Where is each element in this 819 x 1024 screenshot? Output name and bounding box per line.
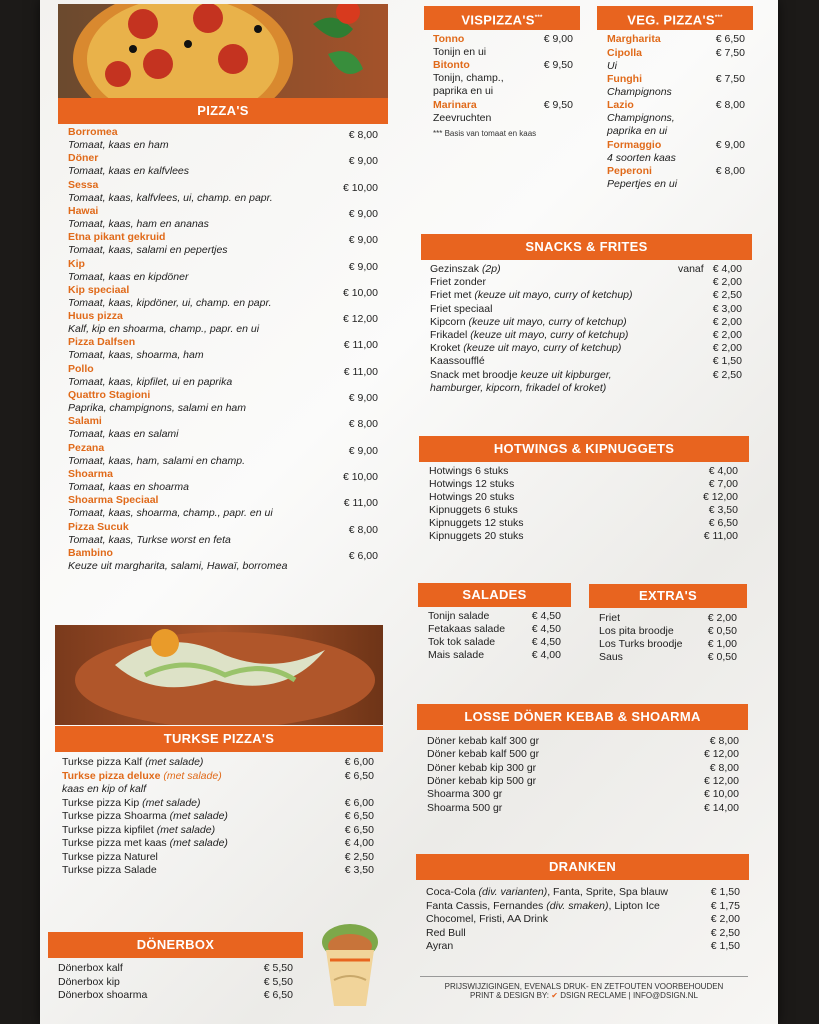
donerbox-price: € 5,50 [263,962,293,974]
vispizza-desc: Tonijn en ui [433,46,487,58]
snack-price: € 2,00 [712,329,742,341]
vispizza-header [424,6,580,30]
snack-row [430,369,742,382]
pizza-name: Shoarma Speciaal [68,494,159,507]
drink-price: € 1,75 [710,899,740,912]
doner-list [427,735,739,817]
snack-name [430,369,612,382]
extras-row [599,651,737,664]
doner-price: € 8,00 [709,735,739,747]
snack-price: € 2,00 [712,276,742,289]
vispizza-note: *** Basis van tomaat en kaas [433,129,537,138]
snack-name [430,263,501,276]
snack-name-text: Gezinszak [430,263,482,275]
extras-price: € 2,00 [707,612,737,624]
pizza-price: € 8,00 [348,129,378,141]
drink-name-a: Fanta Cassis, Fernandes [426,899,547,912]
snack-row [430,355,742,368]
extras-header: EXTRA'S [589,584,747,608]
turkse-name [62,770,222,783]
salades-row [428,610,561,623]
doner-name: Döner kebab kalf 500 gr [427,748,540,761]
drink-name-b: (div. smaken) [546,899,609,912]
turkse-name-text: Turkse pizza Shoarma [62,810,170,822]
drink-price: € 1,50 [710,886,740,898]
turkse-name [62,824,215,837]
doner-price: € 12,00 [703,748,739,761]
pizza-name: Huus pizza [68,310,123,323]
doner-name: Döner kebab kalf 300 gr [427,735,540,747]
turkse-price: € 4,00 [344,837,374,849]
pizza-price: € 9,00 [348,392,378,404]
extras-name: Los pita broodje [599,625,674,637]
pizza-name: Döner [68,152,99,165]
donerbox-row [58,989,293,1002]
vegpizza-name: Peperoni [607,165,652,177]
snack-extra: (keuze uit mayo, curry of ketchup) [470,329,629,341]
salades-row [428,649,561,662]
vegpizza-list [607,33,745,198]
drink-row [426,927,740,940]
snack-row [430,316,742,329]
turkse-name [62,837,228,850]
turkse-row [62,810,374,823]
vegpizza-header [597,6,753,30]
doner-name: Shoarma 300 gr [427,788,503,801]
turkse-name [62,810,228,823]
vispizza-name: Marinara [433,99,477,111]
turkse-name-text: Turkse pizza Kip [62,796,143,809]
hotwings-price: € 7,00 [708,478,738,490]
footer-print-label: PRINT & DESIGN BY: [470,991,552,1000]
doner-row [427,748,739,761]
snack-price: € 2,50 [712,368,742,381]
pizza-price: € 9,00 [348,155,378,168]
turkse-price: € 3,50 [344,864,374,876]
donerbox-photo [320,920,380,1010]
snacks-header: SNACKS & FRITES [421,234,752,260]
vispizza-desc: Zeevruchten [433,112,492,124]
vispizza-price: € 9,00 [543,33,573,45]
menu-paper [40,0,778,1024]
pizza-name: Etna pikant gekruid [68,231,166,244]
salades-list [428,610,561,665]
pizza-price: € 8,00 [348,523,378,536]
donerbox-row [58,962,293,975]
turkse-price: € 6,50 [344,823,374,836]
donerbox-name: Dönerbox kip [58,975,120,988]
turkse-row [62,770,374,783]
pizza-name: Pizza Dalfsen [68,336,136,349]
turkse-price: € 6,50 [344,810,374,822]
pizza-price: € 11,00 [343,339,378,352]
vispizza-price: € 9,50 [543,59,573,71]
extras-row [599,625,737,638]
extras-row [599,638,737,651]
snack-price: € 3,00 [712,302,742,315]
hotwings-row [429,465,738,478]
vegpizza-name: Margharita [607,33,661,45]
pizza-price: € 10,00 [342,181,378,194]
vegpizza-desc: 4 soorten kaas [607,152,676,164]
drink-price: € 2,50 [710,926,740,939]
drink-name-c: , Fanta, Sprite, Spa blauw [547,886,669,898]
doner-row [427,802,739,815]
snack-price: € 2,00 [712,342,742,355]
donerbox-row [58,976,293,989]
snack-name [430,316,627,329]
hotwings-row [429,530,738,543]
snack-extra: keuze uit kipburger, [520,368,612,381]
doner-name: Shoarma 500 gr [427,801,503,814]
snack-extra-line: hamburger, kipcorn, frikadel of kroket) [430,381,607,394]
pizza-name: Quattro Stagioni [68,389,151,401]
pizza-desc: Tomaat, kaas, salami en pepertjes [68,244,228,257]
doner-name: Döner kebab kip 500 gr [427,774,537,787]
snack-name [430,329,628,342]
vegpizza-price: € 8,00 [715,165,745,177]
drink-price: € 1,50 [710,940,740,952]
dsign-logo-icon: ✔ [551,991,558,1000]
pizza-name: Pizza Sucuk [68,520,129,533]
pizza-price: € 9,00 [348,234,378,247]
hotwings-name: Kipnuggets 6 stuks [429,504,518,516]
pizza-desc: Tomaat, kaas en shoarma [68,480,190,493]
drink-name [426,886,668,899]
snacks-list [430,263,742,398]
salades-name: Mais salade [428,649,485,661]
turkse-name [62,864,157,877]
turkse-row [62,797,374,810]
pizza-price: € 11,00 [343,365,378,378]
snack-name [430,289,633,302]
pizza-desc: Tomaat, kaas, kipdöner, ui, champ. en papr. [68,296,272,309]
hotwings-price: € 4,00 [708,465,738,477]
donerbox-name: Dönerbox kalf [58,962,123,974]
drink-row [426,900,740,913]
pizza-name: Salami [68,415,102,428]
vegpizza-desc: Champignons [607,86,672,98]
pizza-desc: Tomaat, kaas, ham, salami en champ. [68,454,246,467]
pizza-desc: Tomaat, kaas en salami [68,428,179,441]
dranken-header: DRANKEN [416,854,749,880]
pizza-price: € 10,00 [342,286,378,299]
extras-row [599,612,737,625]
doner-price: € 10,00 [703,788,739,801]
pizza-price: € 9,00 [348,207,378,220]
pizza-name: Pezana [68,441,105,454]
pizzas-header: PIZZA'S [58,98,388,124]
pizza-illustration-icon [58,4,388,98]
hotwings-row [429,504,738,517]
hotwings-header: HOTWINGS & KIPNUGGETS [419,436,749,462]
drink-name-b: (div. varianten) [478,886,548,898]
snack-name-text: Kaassoufflé [430,355,485,368]
drink-row [426,913,740,926]
drink-name-a: Red Bull [426,926,466,939]
hotwings-row [429,478,738,491]
pizza-name: Kip speciaal [68,283,130,296]
turkse-extra: (met salade) [142,796,201,809]
dranken-list [426,886,740,954]
donerbox-illustration-icon [320,920,380,1010]
pizza-desc: Kalf, kip en shoarma, champ., papr. en ui [68,323,260,336]
pizza-price: € 6,00 [348,549,378,562]
vegpizza-name: Formaggio [607,139,662,151]
salades-header: SALADES [418,583,571,607]
donerbox-header: DÖNERBOX [48,932,303,958]
snack-extra: (keuze uit mayo, curry of ketchup) [468,315,627,328]
turkse-row [62,756,374,769]
vispizza-price: € 9,50 [543,99,573,111]
pizza-desc: Tomaat, kaas, shoarma, ham [68,349,204,362]
doner-price: € 8,00 [709,761,739,774]
turkse-row [62,837,374,850]
doner-price: € 14,00 [703,801,739,814]
doner-row [427,788,739,801]
pizza-price: € 8,00 [348,418,378,431]
vispizza-sup: *** [534,15,543,21]
snack-price: € 1,50 [712,355,742,368]
turkse-name [62,783,146,796]
drink-name-a: Ayran [426,940,454,952]
turkse-name-text: Turkse pizza Kalf [62,756,146,768]
drink-price: € 2,00 [710,913,740,925]
turkse-name [62,851,158,864]
doner-row [427,775,739,788]
salades-row [428,623,561,636]
drink-name [426,927,466,940]
vegpizza-desc: Champignons, paprika en ui [607,112,675,137]
turkse-row [62,864,374,877]
doner-price: € 12,00 [703,774,739,787]
pizza-desc: Tomaat, kaas, shoarma, champ., papr. en ui [68,507,273,520]
snack-name-text: Friet speciaal [430,302,493,315]
turkse-list [62,756,374,878]
turkse-price: € 6,50 [344,769,374,782]
snack-row [430,329,742,342]
vegpizza-price: € 9,00 [715,139,745,151]
doner-header: LOSSE DÖNER KEBAB & SHOARMA [417,704,748,730]
vispizza-desc: Tonijn, champ., paprika en ui [433,72,504,97]
pizza-name: Borromea [68,126,118,138]
vispizza-name: Bitonto [433,59,470,71]
vispizza-name: Tonno [433,33,465,45]
pizza-photo [58,4,388,98]
hotwings-name: Kipnuggets 12 stuks [429,517,524,529]
pizza-desc: Keuze uit margharita, salami, Hawaï, borromea [68,559,288,572]
snack-name [430,276,486,289]
turkse-name-text: Turkse pizza Salade [62,864,157,876]
salades-price: € 4,50 [531,636,561,648]
pizza-desc: Tomaat, kaas, Turkse worst en feta [68,533,231,546]
turkse-extra: (met salade) [169,837,228,849]
footer-line1: PRIJSWIJZIGINGEN, EVENALS DRUK- EN ZETFOUTEN VOORBEHOUDEN [444,982,724,991]
pizza-price: € 12,00 [342,313,378,326]
vegpizza-desc: Ui [607,60,617,72]
snack-name [430,342,621,355]
vispizza-title: VISPIZZA'S [461,12,535,28]
turkse-price: € 6,00 [344,796,374,809]
snack-extra: (keuze uit mayo, curry of ketchup) [463,342,622,355]
drink-name [426,900,660,913]
pizza-desc: Tomaat, kaas, kipfilet, ui en paprika [68,375,233,388]
salades-price: € 4,50 [531,623,561,635]
pizza-name: Bambino [68,546,113,559]
hotwings-name: Hotwings 20 stuks [429,491,515,503]
snack-price: € 4,00 [712,263,742,275]
pizza-name: Kip [68,257,85,270]
hotwings-list [429,465,738,547]
snack-name-text: Snack met broodje [430,368,521,381]
turkse-name-text: Turkse pizza kipfilet [62,823,157,836]
hotwings-row [429,517,738,530]
drink-row [426,886,740,899]
pizza-price: € 9,00 [348,444,378,457]
hotwings-name: Hotwings 6 stuks [429,465,509,477]
snack-price: € 2,50 [712,289,742,302]
pizza-desc: Tomaat, kaas en kipdöner [68,270,189,283]
drink-name-a: Chocomel, Fristi, AA Drink [426,913,548,925]
snack-row [430,276,742,289]
snack-name-text: Kipcorn [430,315,469,328]
doner-row [427,735,739,748]
drink-name-c: , Lipton Ice [608,899,660,912]
donerbox-name: Dönerbox shoarma [58,989,148,1001]
turkse-price: € 6,00 [344,756,374,768]
hotwings-price: € 6,50 [708,517,738,529]
footer-line2 [420,991,748,1000]
extras-name: Friet [599,612,620,624]
pizza-price: € 9,00 [348,260,378,273]
extras-price: € 0,50 [707,651,737,663]
turkse-name [62,797,201,810]
pizza-desc: Tomaat, kaas en kalfvlees [68,165,190,178]
vegpizza-name: Cipolla [607,47,643,59]
turkse-row [62,851,374,864]
vegpizza-sup: *** [714,15,723,21]
snack-extra: (2p) [481,263,501,275]
turkse-extra: (met salade) [145,756,204,768]
hotwings-price: € 3,50 [708,504,738,516]
extras-price: € 0,50 [707,625,737,637]
salades-name: Fetakaas salade [428,623,506,635]
vegpizza-price: € 8,00 [715,99,745,111]
pizza-price: € 10,00 [342,470,378,483]
turkse-name-text: Turkse pizza Naturel [62,850,158,863]
vegpizza-price: € 7,50 [715,73,745,85]
drink-name-a: Coca-Cola [426,886,479,898]
snack-name [430,303,492,316]
turkse-name-text: kaas en kip of kalf [62,783,147,795]
extras-list [599,612,737,667]
pizza-desc: Paprika, champignons, salami en ham [68,402,247,414]
donerbox-price: € 5,50 [263,975,293,988]
doner-name: Döner kebab kip 300 gr [427,761,537,774]
pizza-desc: Tomaat, kaas, ham en ananas [68,217,209,230]
snack-row [430,342,742,355]
pizza-price: € 11,00 [343,497,378,510]
vegpizza-name: Lazio [607,99,634,111]
pizza-desc: Tomaat, kaas, kalfvlees, ui, champ. en papr. [68,191,273,204]
snack-name-text: Friet met [430,289,475,302]
drink-name [426,940,453,953]
snack-name-text: Frikadel [430,329,471,341]
snack-name-text: Kroket [430,342,464,355]
extras-price: € 1,00 [707,638,737,650]
turkse-price: € 2,50 [344,850,374,863]
turkse-header: TURKSE PIZZA'S [55,726,383,752]
snack-price: € 2,00 [712,315,742,328]
extras-name: Los Turks broodje [599,638,683,650]
salades-row [428,636,561,649]
salades-name: Tonijn salade [428,610,490,622]
salades-name: Tok tok salade [428,636,496,648]
doner-row [427,762,739,775]
drink-name [426,913,548,926]
hotwings-price: € 12,00 [702,491,738,503]
snack-name-text: Friet zonder [430,276,487,289]
hotwings-price: € 11,00 [703,530,738,542]
drink-row [426,940,740,953]
vegpizza-price: € 7,50 [715,47,745,59]
hotwings-name: Kipnuggets 20 stuks [429,530,524,542]
vegpizza-desc: Pepertjes en ui [607,178,678,190]
turkse-row [62,783,374,796]
turkse-extra: (met salade) [169,810,228,822]
turkish-pizza-photo [55,625,383,725]
vegpizza-name: Funghi [607,73,642,85]
snack-name [430,355,485,368]
donerbox-list [58,962,293,1004]
hotwings-row [429,491,738,504]
pizza-name: Hawai [68,204,99,217]
snack-extra: (keuze uit mayo, curry of ketchup) [474,289,633,302]
vegpizza-price: € 6,50 [715,33,745,45]
pizza-name: Shoarma [68,467,113,480]
pizzas-list [68,126,378,586]
pizza-desc: Tomaat, kaas en ham [68,139,169,151]
salades-price: € 4,00 [531,649,561,661]
turkish-pizza-illustration-icon [55,625,383,725]
snack-row [430,303,742,316]
snack-vanaf: vanaf [678,263,704,275]
pizza-name: Sessa [68,178,99,191]
donerbox-price: € 6,50 [263,989,293,1001]
extras-name: Saus [599,651,623,663]
turkse-name-text: Turkse pizza deluxe [62,769,164,782]
vispizza-list [433,33,573,143]
footer [420,976,748,1000]
turkse-name-text: Turkse pizza met kaas [62,837,170,849]
pizza-name: Pollo [68,362,94,375]
turkse-extra: (met salade) [163,769,222,782]
turkse-extra: (met salade) [156,823,216,836]
snack-row [430,289,742,302]
footer-contact: DSIGN RECLAME | INFO@DSIGN.NL [560,991,698,1000]
hotwings-name: Hotwings 12 stuks [429,478,515,490]
turkse-row [62,824,374,837]
turkse-name [62,756,203,769]
vegpizza-title: VEG. PIZZA'S [627,12,715,28]
salades-price: € 4,50 [531,610,561,622]
